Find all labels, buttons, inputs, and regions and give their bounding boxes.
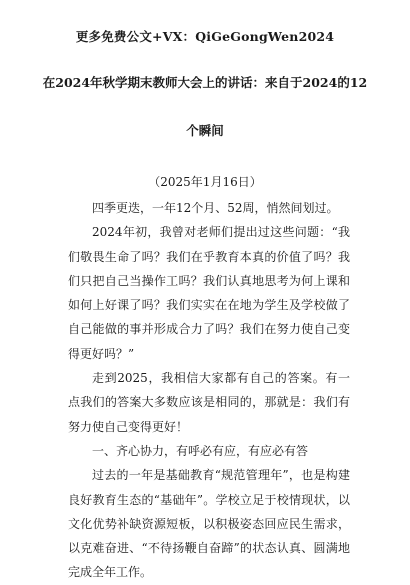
speech-body (68, 196, 350, 585)
paragraph: 过去的一年是基础教育“规范管理年”，也是构建良好教育生态的“基础年”。学校立足于校情现状，以文化优势补缺资源短板，以积极姿态回应民生需求，以克难奋进、“不待扬鞭自奋蹄”的状态认真、圆满地完成全年工作。 (68, 468, 350, 580)
speech-title-line-1: 在2024年秋学期末教师大会上的讲话：来自于2024的12 (42, 75, 368, 90)
paragraph: 四季更迭，一年12个月、52周，悄然间划过。 (92, 201, 339, 215)
speech-date: （2025年1月16日） (148, 175, 262, 189)
speech-title-line-2: 个瞬间 (186, 123, 224, 138)
paragraph: 走到2025，我相信大家都有自己的答案。有一点我们的答案大多数应该是相同的，那就是：我们有努力使自己变得更好！ (68, 371, 350, 434)
section-heading: 一、齐心协力，有呼必有应，有应必有答 (92, 443, 309, 458)
page-header: 更多免费公文+VX：QiGeGongWen2024 (75, 29, 335, 44)
paragraph: 2024年初，我曾对老师们提出过这些问题：“我们敬畏生命了吗？我们在乎教育本真的价值了吗？我们只把自己当操作工吗？我们认真地思考为何上课和如何上好课了吗？我们实实在在地为学生及学校做了自己能做的事并形成合力了吗？我们在努力使自己变得更好吗？” (68, 225, 350, 361)
